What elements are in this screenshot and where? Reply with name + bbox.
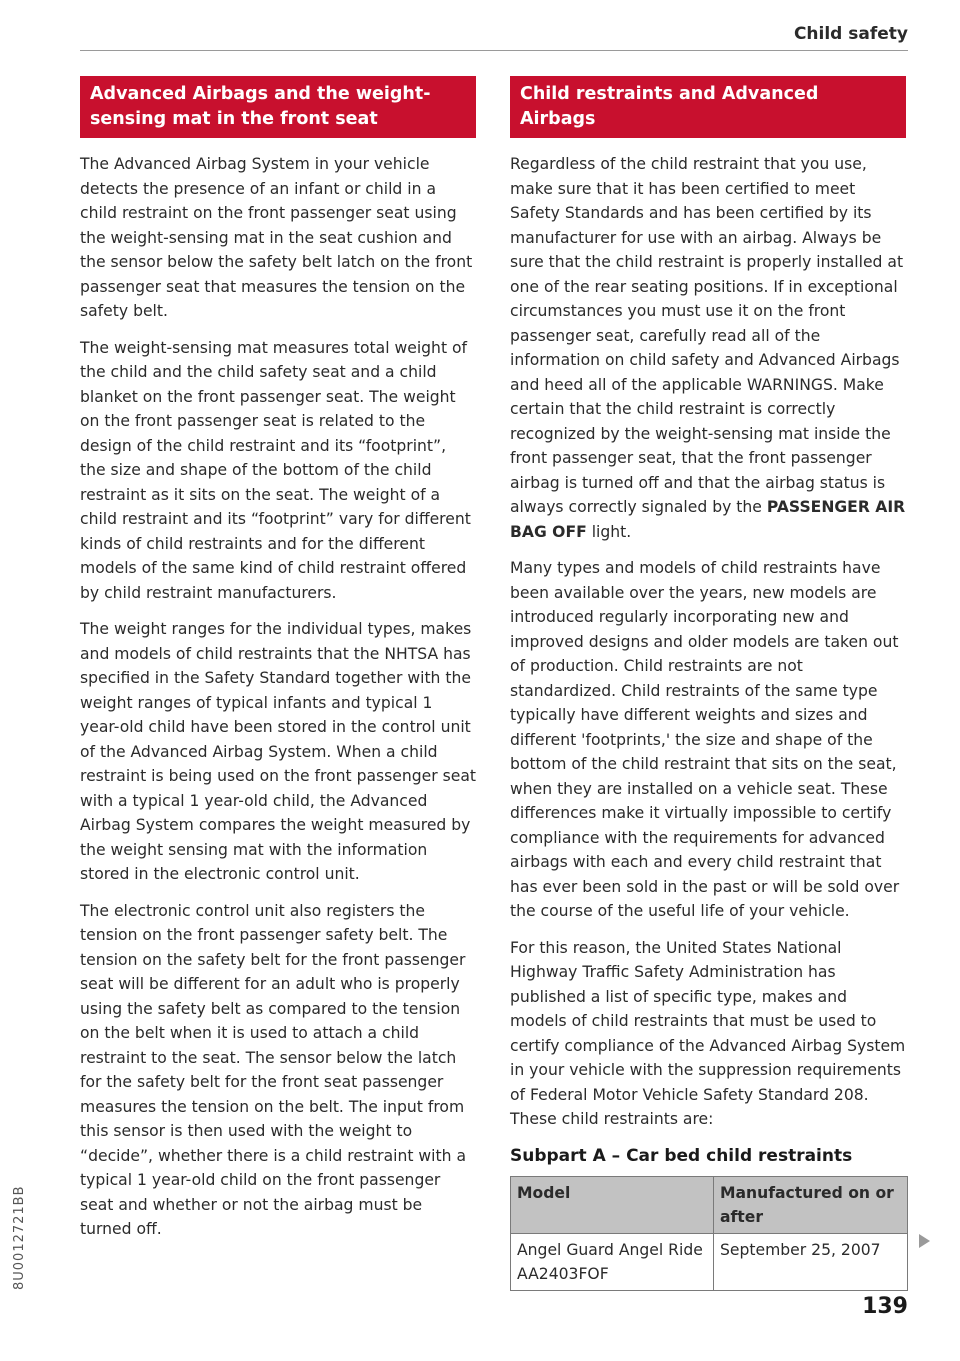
header-rule <box>80 50 908 51</box>
section-title: Child safety <box>793 24 908 44</box>
left-column <box>80 76 476 1242</box>
right-paragraph-1 <box>510 152 906 544</box>
left-paragraph-4: The electronic control unit also registers the tension on the front passenger safety belt. The tension on the safety belt for the front passenger seat will be different for an adult who is properly using the safety belt as compared to the tension on the belt when it is used to attach a child restraint to the seat. The sensor below the latch for the safety belt for the front seat passenger measures the tension on the belt. The input from this sensor is then used with the weight to “decide”, whether there is a child restraint with a typical 1 year-old child on the front passenger seat and whether or not the airbag must be turned off. <box>80 901 467 1238</box>
right-paragraph-3: For this reason, the United States National Highway Traffic Safety Administration has published a list of specific type, makes and models of child restraints that must be used to certify compliance of the Advanced Airbag System in your vehicle with the suppression requirements of Federal Motor Vehicle Safety Standard 208. These child restraints are: <box>510 938 906 1128</box>
left-paragraph-3: The weight ranges for the individual types, makes and models of child restraints that the NHTSA has specified in the Safety Standard together with the weight ranges of typical infants and typical 1 year-old child have been stored in the control unit of the Advanced Airbag System. When a child restraint is being used on the front passenger seat with a typical 1 year-old child, the Advanced Airbag System compares the weight measured by the weight sensing mat with the information stored in the electronic control unit. <box>80 620 476 883</box>
right-paragraph-2: Many types and models of child restraints have been available over the years, new models are introduced regularly incorporating new and improved designs and older models are taken out of production. Child restraints are not standardized. Child restraints of the same type typically have different weights and sizes and different 'footprints,' the size and shape of the bottom of the child restraint that sits on the seat, when they are installed on a vehicle seat. These differences make it virtually impossible to certify compliance with the requirements for advanced airbags with each and every child restraint that has ever been sold in the past or will be sold over the course of the useful life of your vehicle. <box>510 559 900 920</box>
left-section-heading: Advanced Airbags and the weight-sensing mat in the front seat <box>80 76 476 138</box>
right-column <box>510 76 906 1291</box>
left-paragraph-1: The Advanced Airbag System in your vehicle detects the presence of an infant or child in a child restraint on the front passenger seat using the weight-sensing mat in the seat cushion and the sensor below the safety belt latch on the front passenger seat that measures the tension on the safety belt. <box>80 155 473 320</box>
column-header-model: Model <box>511 1176 714 1233</box>
right-section-heading: Child restraints and Advanced Airbags <box>510 76 906 138</box>
table-subheading: Subpart A – Car bed child restraints <box>510 1145 853 1166</box>
continue-arrow-icon <box>919 1234 930 1248</box>
left-paragraph-2: The weight-sensing mat measures total weight of the child and the child safety seat and a child blanket on the front passenger seat. The weight on the front passenger seat is related to the design of the child restraint and its “footprint”, the size and shape of the bottom of the child restraint as it sits on the seat. The weight of a child restraint and its “footprint” vary for different kinds of child restraints and for the different models of the same kind of child restraint offered by child restraint manufacturers. <box>80 338 471 602</box>
child-restraint-table <box>510 1176 908 1291</box>
table-row <box>511 1233 908 1290</box>
table-cell-date: September 25, 2007 <box>714 1233 908 1290</box>
page-number: 139 <box>862 1294 908 1319</box>
table-cell-model: Angel Guard Angel Ride AA2403FOF <box>511 1233 714 1290</box>
document-code: 8U0012721BB <box>12 1185 27 1290</box>
passenger-airbag-off-label: PASSENGER AIR BAG OFF <box>510 498 906 541</box>
table-header-row <box>511 1176 908 1233</box>
right-paragraph-1-text: Regardless of the child restraint that you use, make sure that it has been certified to meet Safety Standards and has been certified by its manufacturer for use with an airbag. Always be sure that the child restraint is properly installed at one of the rear seating positions. If in exceptional circumstances you must use it on the front passenger seat, carefully read all of the information on child safety and Advanced Airbags and heed all of the applicable WARNINGS. Make certain that the child restraint is correctly recognized by the weight-sensing mat inside the front passenger seat, that the front passenger airbag is turned off and that the airbag status is always correctly signaled by the <box>510 155 904 516</box>
right-paragraph-1-end: light. <box>586 522 632 541</box>
column-header-manufactured: Manufactured on or after <box>714 1176 908 1233</box>
